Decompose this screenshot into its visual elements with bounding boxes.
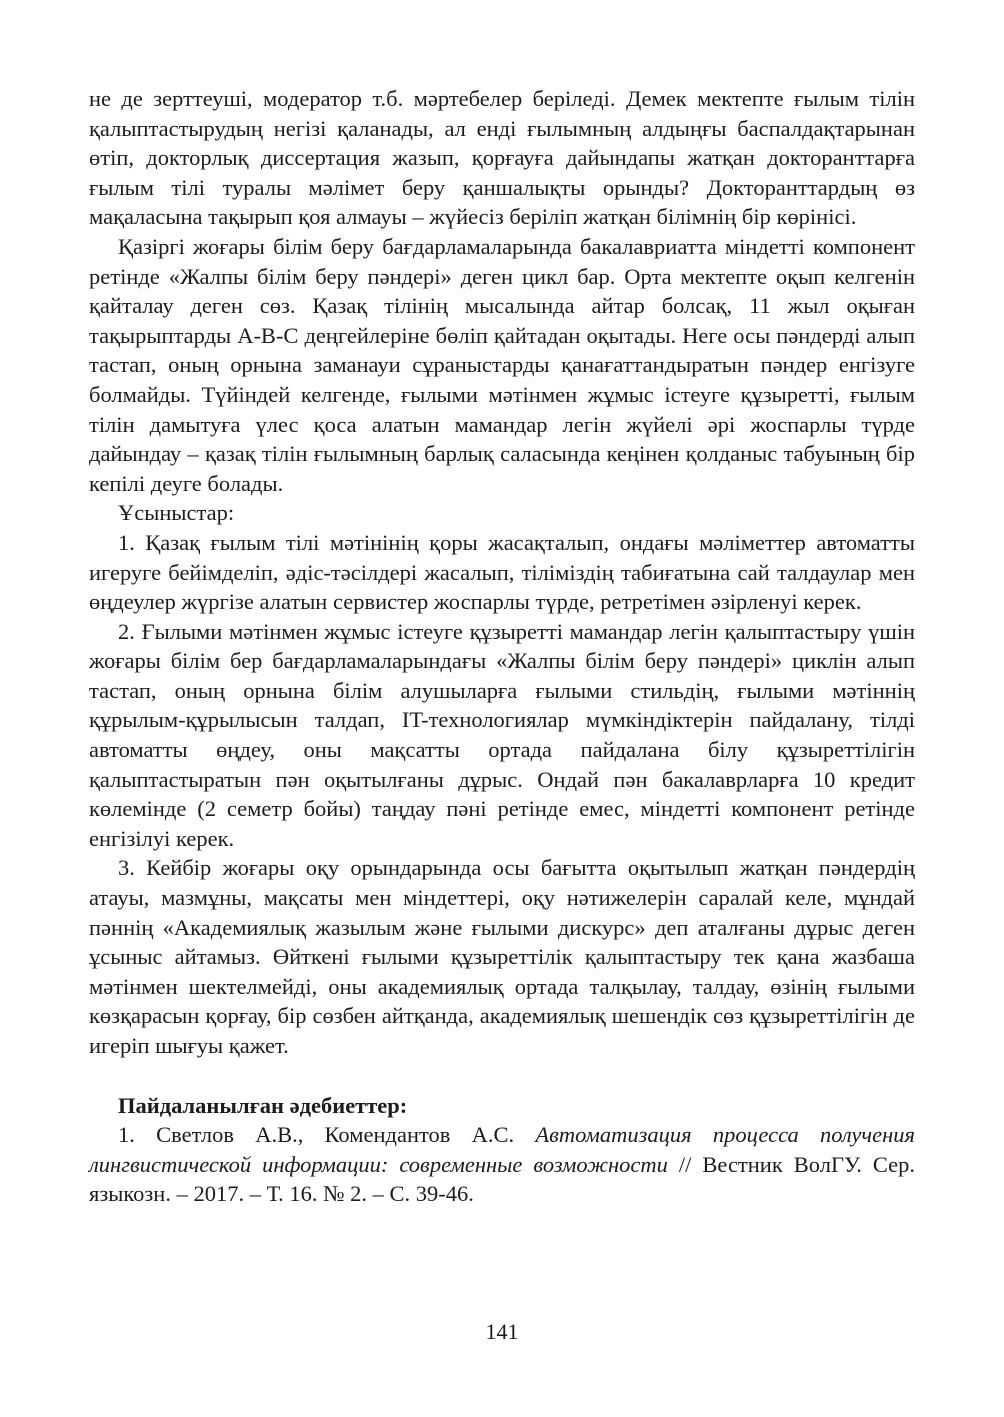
page-content [89,84,915,1209]
recommendations-heading: Ұсыныстар: [118,500,235,526]
reference-title: Автоматизация процесса получения лингвистической информации: современные возможности [89,1122,916,1177]
reference-source: // Вестник ВолГУ. Сер. языкозн. – 2017. – Т. 16. № 2. – С. 39-46. [89,1151,915,1207]
body-paragraph: Қазіргі жоғары білім беру бағдарламаларында бакалавриатта міндетті компонент ретінде «Жалпы білім беру пәндері» деген цикл бар. Орта мектепте оқып келгенін қайталау деген сөз. Қазақ тілінің мысалында айтар болсақ, 11 жыл оқыған тақырыптарды А-В-С деңгейлеріне бөліп қайтадан оқытады. Неге осы пәндерді алып тастап, оның орнына заманауи сұраныстарды қанағаттандыратын пәндер енгізуге болмайды. Түйіндей келгенде, ғылыми мәтінмен жұмыс істеуге құзыретті, ғылым тілін дамытуға үлес қоса алатын мамандар легін жүйелі әрі жоспарлы түрде дайындау – қазақ тілін ғылымның барлық саласында кеңінен қолданыс табуының бір кепілі деуге болады. [89,233,915,496]
references-heading: Пайдаланылған әдебиеттер: [118,1092,408,1118]
page-number: 141 [485,1319,519,1344]
section-spacer [89,1061,915,1091]
recommendation-item: 1. Қазақ ғылым тілі мәтінінің қоры жасақталып, ондағы мәліметтер автоматты игеруге бейімделіп, әдіс-тәсілдері жасалып, тіліміздің табиғатына сай талдаулар мен өңдеулер жүргізе алатын сервистер жоспарлы түрде, ретретімен әзірленуі керек. [89,529,915,615]
body-paragraph: не де зерттеуші, модератор т.б. мәртебелер беріледі. Демек мектепте ғылым тілін қалыптастырудың негізі қаланады, ал енді ғылымның алдыңғы баспалдақтарынан өтіп, докторлық диссертация жазып, қорғауға дайындапы жатқан докторанттарға ғылым тілі туралы мәлімет беру қаншалықты орынды? Докторанттардың өз мақаласына тақырып қоя алмауы – жүйесіз беріліп жатқан білімнің бір көрінісі. [89,86,915,230]
recommendation-item: 3. Кейбір жоғары оқу орындарында осы бағытта оқытылып жатқан пәндердің атауы, мазмұны, мақсаты мен міндеттері, оқу нәтижелерін саралай келе, мұндай пәннің «Академиялық жазылым және ғылыми дискурс» деп аталғаны дұрыс деген ұсыныс айтамыз. Өйткені ғылыми құзыреттілік қалыптастыру тек қана жазбаша мәтінмен шектелмейді, оны академиялық ортада талқылау, талдау, өзінің ғылыми көзқарасын қорғау, бір сөзбен айтқанда, академиялық шешендік сөз құзыреттілігін де игеріп шығуы қажет. [89,855,915,1058]
recommendation-item: 2. Ғылыми мәтінмен жұмыс істеуге құзыретті мамандар легін қалыптастыру үшін жоғары білім бер бағдарламаларындағы «Жалпы білім беру пәндері» циклін алып тастап, оның орнына білім алушыларға ғылыми стильдің, ғылыми мәтіннің құрылым-құрылысын талдап, IT-технологиялар мүмкіндіктерін пайдалану, тілді автоматты өңдеу, оны мақсатты ортада пайдалана білу құзыреттілігін қалыптастыратын пән оқытылғаны дұрыс. Ондай пән бакалаврларға 10 кредит көлемінде (2 семетр бойы) таңдау пәні ретінде емес, міндетті компонент ретінде енгізілуі керек. [89,618,915,851]
reference-authors: 1. Светлов А.В., Комендантов А.С. [118,1122,536,1148]
reference-item [89,1120,915,1209]
